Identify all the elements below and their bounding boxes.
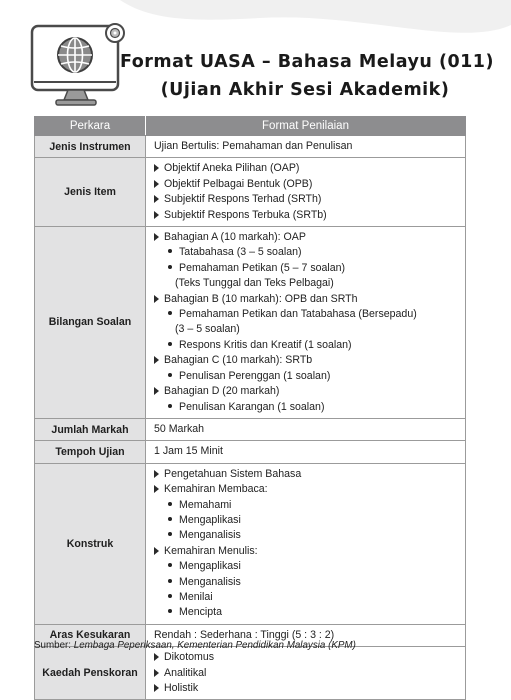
row-value xyxy=(146,647,466,700)
row-value xyxy=(146,418,466,440)
row-label: Jenis Item xyxy=(35,158,146,227)
row-value xyxy=(146,441,466,463)
sub-list-item xyxy=(154,590,457,605)
row-label: Tempoh Ujian xyxy=(35,441,146,463)
item-text: (3 – 5 soalan) xyxy=(175,323,240,336)
source-text: Lembaga Peperiksaan, Kementerian Pendidikan Malaysia (KPM) xyxy=(73,640,356,651)
item-text: Subjektif Respons Terhad (SRTh) xyxy=(164,193,322,206)
dot-bullet-icon xyxy=(168,373,172,377)
arrow-bullet-icon xyxy=(154,387,159,395)
item-text: Pemahaman Petikan (5 – 7 soalan) xyxy=(179,261,346,274)
title-line-1: Format UASA – Bahasa Melayu (011) xyxy=(120,52,494,72)
row-label: Kaedah Penskoran xyxy=(35,647,146,700)
item-text: Tatabahasa (3 – 5 soalan) xyxy=(179,246,302,259)
item-text: Bahagian C (10 markah): SRTb xyxy=(164,354,313,367)
arrow-bullet-icon xyxy=(154,653,159,661)
format-table xyxy=(34,116,466,700)
item-text: Dikotomus xyxy=(164,651,215,664)
value-text: 50 Markah xyxy=(154,422,205,435)
value-text: 1 Jam 15 Minit xyxy=(154,445,223,458)
item-text: Mengaplikasi xyxy=(179,560,241,573)
sub-list-item xyxy=(154,605,457,620)
source-note xyxy=(34,640,356,651)
list-item xyxy=(154,177,457,192)
list-item-continuation xyxy=(154,276,457,291)
sub-list-item xyxy=(154,513,457,528)
sub-list-item xyxy=(154,528,457,543)
table-row xyxy=(35,463,466,624)
dot-bullet-icon xyxy=(168,594,172,598)
row-label: Aras Kesukaran xyxy=(35,624,146,646)
dot-bullet-icon xyxy=(168,404,172,408)
sub-list-item xyxy=(154,575,457,590)
item-text: (Teks Tunggal dan Teks Pelbagai) xyxy=(175,277,334,290)
item-text: Menilai xyxy=(179,590,213,603)
list-item xyxy=(154,192,457,207)
list-item xyxy=(154,467,457,482)
row-value xyxy=(146,158,466,227)
list-item xyxy=(154,208,457,223)
dot-bullet-icon xyxy=(168,265,172,269)
monitor-icon xyxy=(30,20,126,108)
format-table-container xyxy=(34,116,466,700)
table-body xyxy=(35,136,466,700)
arrow-bullet-icon xyxy=(154,547,159,555)
table-row xyxy=(35,136,466,158)
row-label: Jumlah Markah xyxy=(35,418,146,440)
dot-bullet-icon xyxy=(168,249,172,253)
source-prefix: Sumber: xyxy=(34,640,74,651)
list-item xyxy=(154,650,457,665)
arrow-bullet-icon xyxy=(154,356,159,364)
item-text: Respons Kritis dan Kreatif (1 soalan) xyxy=(179,338,352,351)
sub-list-item xyxy=(154,400,457,415)
arrow-bullet-icon xyxy=(154,485,159,493)
table-row xyxy=(35,227,466,419)
item-text: Bahagian D (20 markah) xyxy=(164,385,280,398)
list-item xyxy=(154,544,457,559)
item-text: Bahagian A (10 markah): OAP xyxy=(164,231,306,244)
item-text: Bahagian B (10 markah): OPB dan SRTh xyxy=(164,292,358,305)
item-text: Mencipta xyxy=(179,606,222,619)
item-text: Analitikal xyxy=(164,666,207,679)
arrow-bullet-icon xyxy=(154,295,159,303)
arrow-bullet-icon xyxy=(154,195,159,203)
dot-bullet-icon xyxy=(168,532,172,536)
list-item xyxy=(154,353,457,368)
item-text: Pengetahuan Sistem Bahasa xyxy=(164,467,302,480)
item-text: Objektif Pelbagai Bentuk (OPB) xyxy=(164,177,313,190)
table-row xyxy=(35,441,466,463)
sub-list-item xyxy=(154,559,457,574)
value-text: Ujian Bertulis: Pemahaman dan Penulisan xyxy=(154,140,353,152)
row-value xyxy=(146,227,466,419)
table-row xyxy=(35,418,466,440)
item-text: Holistik xyxy=(164,682,199,694)
sub-list-item xyxy=(154,338,457,353)
list-item xyxy=(154,666,457,681)
item-text: Memahami xyxy=(179,498,232,511)
arrow-bullet-icon xyxy=(154,180,159,188)
item-text: Pemahaman Petikan dan Tatabahasa (Bersepadu) xyxy=(179,308,417,321)
list-item-continuation xyxy=(154,322,457,337)
dot-bullet-icon xyxy=(168,342,172,346)
sub-list-item xyxy=(154,245,457,260)
list-item xyxy=(154,292,457,307)
item-text: Menganalisis xyxy=(179,575,241,588)
arrow-bullet-icon xyxy=(154,684,159,692)
globe-icon xyxy=(58,38,92,72)
list-item xyxy=(154,482,457,497)
list-item xyxy=(154,230,457,245)
dot-bullet-icon xyxy=(168,609,172,613)
table-header-row xyxy=(35,117,466,136)
dot-bullet-icon xyxy=(168,563,172,567)
dot-bullet-icon xyxy=(168,517,172,521)
list-item xyxy=(154,681,457,696)
item-text: Menganalisis xyxy=(179,529,241,542)
dot-bullet-icon xyxy=(168,502,172,506)
sub-list-item xyxy=(154,307,457,322)
list-item xyxy=(154,384,457,399)
sub-list-item xyxy=(154,498,457,513)
sub-list-item xyxy=(154,261,457,276)
item-text: Subjektif Respons Terbuka (SRTb) xyxy=(164,208,327,221)
title-line-2: (Ujian Akhir Sesi Akademik) xyxy=(160,80,450,100)
table-row xyxy=(35,647,466,700)
item-text: Objektif Aneka Pilihan (OAP) xyxy=(164,162,300,175)
item-text: Penulisan Karangan (1 soalan) xyxy=(179,400,325,413)
row-label: Konstruk xyxy=(35,463,146,624)
table-row xyxy=(35,158,466,227)
page-title xyxy=(120,48,494,104)
item-text: Mengaplikasi xyxy=(179,513,241,526)
arrow-bullet-icon xyxy=(154,470,159,478)
row-label: Jenis Instrumen xyxy=(35,136,146,158)
item-text: Kemahiran Menulis: xyxy=(164,544,258,557)
arrow-bullet-icon xyxy=(154,211,159,219)
dot-bullet-icon xyxy=(168,579,172,583)
row-label: Bilangan Soalan xyxy=(35,227,146,419)
value-text: Rendah : Sederhana : Tinggi (5 : 3 : 2) xyxy=(154,628,335,641)
item-text: Penulisan Perenggan (1 soalan) xyxy=(179,369,331,382)
row-value xyxy=(146,136,466,158)
item-text: Kemahiran Membaca: xyxy=(164,483,268,496)
column-header-perkara: Perkara xyxy=(35,117,146,136)
arrow-bullet-icon xyxy=(154,669,159,677)
list-item xyxy=(154,161,457,176)
sub-list-item xyxy=(154,369,457,384)
cd-icon xyxy=(106,24,124,42)
column-header-format-penilaian: Format Penilaian xyxy=(146,117,466,136)
arrow-bullet-icon xyxy=(154,233,159,241)
row-value xyxy=(146,463,466,624)
arrow-bullet-icon xyxy=(154,164,159,172)
dot-bullet-icon xyxy=(168,311,172,315)
